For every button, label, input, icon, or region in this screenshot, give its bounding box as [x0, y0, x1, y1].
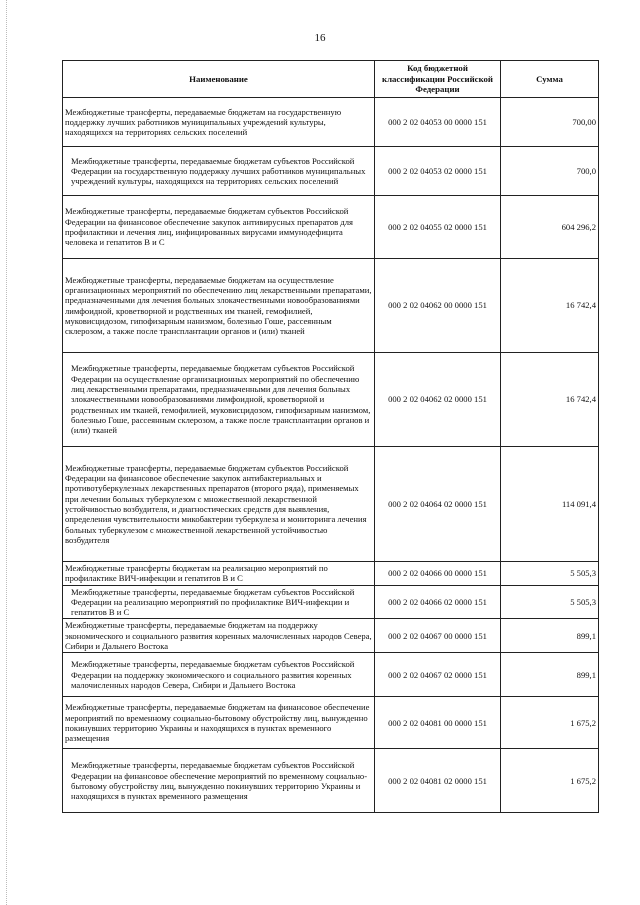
- row-code: 000 2 02 04062 00 0000 151: [375, 259, 501, 353]
- table-row: [63, 447, 599, 562]
- row-name: Межбюджетные трансферты, передаваемые бюджетам на осуществление организационных мероприятий по обеспечению лиц лекарственными препаратами, предназначенными для лечения больных злокачественными новообразованиями лимфоидной, кроветворной и родственных им тканей, гемофилией, муковисцидозом, гипофизарным нанизмом, болезнью Гоше, рассеянным склерозом, а также после трансплантации органов и (или) тканей: [63, 259, 375, 353]
- row-sum: 1 675,2: [501, 697, 599, 749]
- table-row: [63, 653, 599, 697]
- row-sum: 5 505,3: [501, 562, 599, 586]
- table-row: [63, 585, 599, 619]
- row-code: 000 2 02 04067 00 0000 151: [375, 619, 501, 653]
- row-name: Межбюджетные трансферты, передаваемые бюджетам на финансовое обеспечение мероприятий по временному социально-бытовому обустройству лиц, вынужденно покинувших территорию Украины и находящихся в пунктах временного размещения: [63, 697, 375, 749]
- table-header-row: [63, 61, 599, 98]
- row-name: Межбюджетные трансферты, передаваемые бюджетам на поддержку экономического и социального развития коренных малочисленных народов Севера, Сибири и Дальнего Востока: [63, 619, 375, 653]
- row-code: 000 2 02 04081 00 0000 151: [375, 697, 501, 749]
- table-row: [63, 562, 599, 586]
- header-code: Код бюджетной классификации Российской Федерации: [375, 61, 501, 98]
- row-name: Межбюджетные трансферты бюджетам на реализацию мероприятий по профилактике ВИЧ-инфекции и гепатитов В и С: [63, 562, 375, 586]
- row-sum: 5 505,3: [501, 585, 599, 619]
- header-sum: Сумма: [501, 61, 599, 98]
- row-sum: 604 296,2: [501, 196, 599, 259]
- row-code: 000 2 02 04066 02 0000 151: [375, 585, 501, 619]
- row-name: Межбюджетные трансферты, передаваемые бюджетам на государственную поддержку лучших работников муниципальных учреждений культуры, находящихся на территориях сельских поселений: [63, 98, 375, 147]
- row-sum: 899,1: [501, 619, 599, 653]
- row-sum: 899,1: [501, 653, 599, 697]
- budget-table: [62, 60, 599, 813]
- row-code: 000 2 02 04055 02 0000 151: [375, 196, 501, 259]
- row-sum: 16 742,4: [501, 259, 599, 353]
- table-row: [63, 749, 599, 813]
- header-name: Наименование: [63, 61, 375, 98]
- row-sum: 16 742,4: [501, 353, 599, 447]
- row-name: Межбюджетные трансферты, передаваемые бюджетам субъектов Российской Федерации на государственную поддержку лучших работников муниципальных учреждений культуры, находящихся на территориях сельских поселений: [63, 147, 375, 196]
- row-name: Межбюджетные трансферты, передаваемые бюджетам субъектов Российской Федерации на финансовое обеспечение закупок антивирусных препаратов для профилактики и лечения лиц, инфицированных вирусами иммунодефицита человека и гепатитов В и С: [63, 196, 375, 259]
- table-row: [63, 196, 599, 259]
- row-code: 000 2 02 04062 02 0000 151: [375, 353, 501, 447]
- table-row: [63, 259, 599, 353]
- table-row: [63, 98, 599, 147]
- row-sum: 114 091,4: [501, 447, 599, 562]
- row-name: Межбюджетные трансферты, передаваемые бюджетам субъектов Российской Федерации на поддержку экономического и социального развития коренных малочисленных народов Севера, Сибири и Дальнего Востока: [63, 653, 375, 697]
- table-row: [63, 147, 599, 196]
- row-name: Межбюджетные трансферты, передаваемые бюджетам субъектов Российской Федерации на осуществление организационных мероприятий по обеспечению лиц лекарственными препаратами, предназначенными для лечения больных злокачественными новообразованиями лимфоидной, кроветворной и родственных им тканей, гемофилией, муковисцидозом, гипофизарным нанизмом, болезнью Гоше, рассеянным склерозом, а также после трансплантации органов и (или) тканей: [63, 353, 375, 447]
- table-row: [63, 619, 599, 653]
- row-code: 000 2 02 04067 02 0000 151: [375, 653, 501, 697]
- row-code: 000 2 02 04064 02 0000 151: [375, 447, 501, 562]
- row-sum: 700,0: [501, 147, 599, 196]
- table-row: [63, 697, 599, 749]
- row-code: 000 2 02 04066 00 0000 151: [375, 562, 501, 586]
- row-sum: 700,00: [501, 98, 599, 147]
- page-number: 16: [314, 32, 326, 44]
- row-name: Межбюджетные трансферты, передаваемые бюджетам субъектов Российской Федерации на финансовое обеспечение закупок антибактериальных и противотуберкулезных лекарственных препаратов (второго ряда), применяемых при лечении больных туберкулезом с множественной лекарственной устойчивостью возбудителя, и диагностических средств для выявления, определения чувствительности микобактерии туберкулеза и мониторинга лечения больных туберкулезом с множественной лекарственной устойчивостью возбудителя: [63, 447, 375, 562]
- row-name: Межбюджетные трансферты, передаваемые бюджетам субъектов Российской Федерации на реализацию мероприятий по профилактике ВИЧ-инфекции и гепатитов В и С: [63, 585, 375, 619]
- row-code: 000 2 02 04053 00 0000 151: [375, 98, 501, 147]
- row-code: 000 2 02 04081 02 0000 151: [375, 749, 501, 813]
- page-edge-rule: [6, 0, 7, 905]
- row-name: Межбюджетные трансферты, передаваемые бюджетам субъектов Российской Федерации на финансовое обеспечение мероприятий по временному социально-бытовому обустройству лиц, вынужденно покинувших территорию Украины и находящихся в пунктах временного размещения: [63, 749, 375, 813]
- table-row: [63, 353, 599, 447]
- row-sum: 1 675,2: [501, 749, 599, 813]
- row-code: 000 2 02 04053 02 0000 151: [375, 147, 501, 196]
